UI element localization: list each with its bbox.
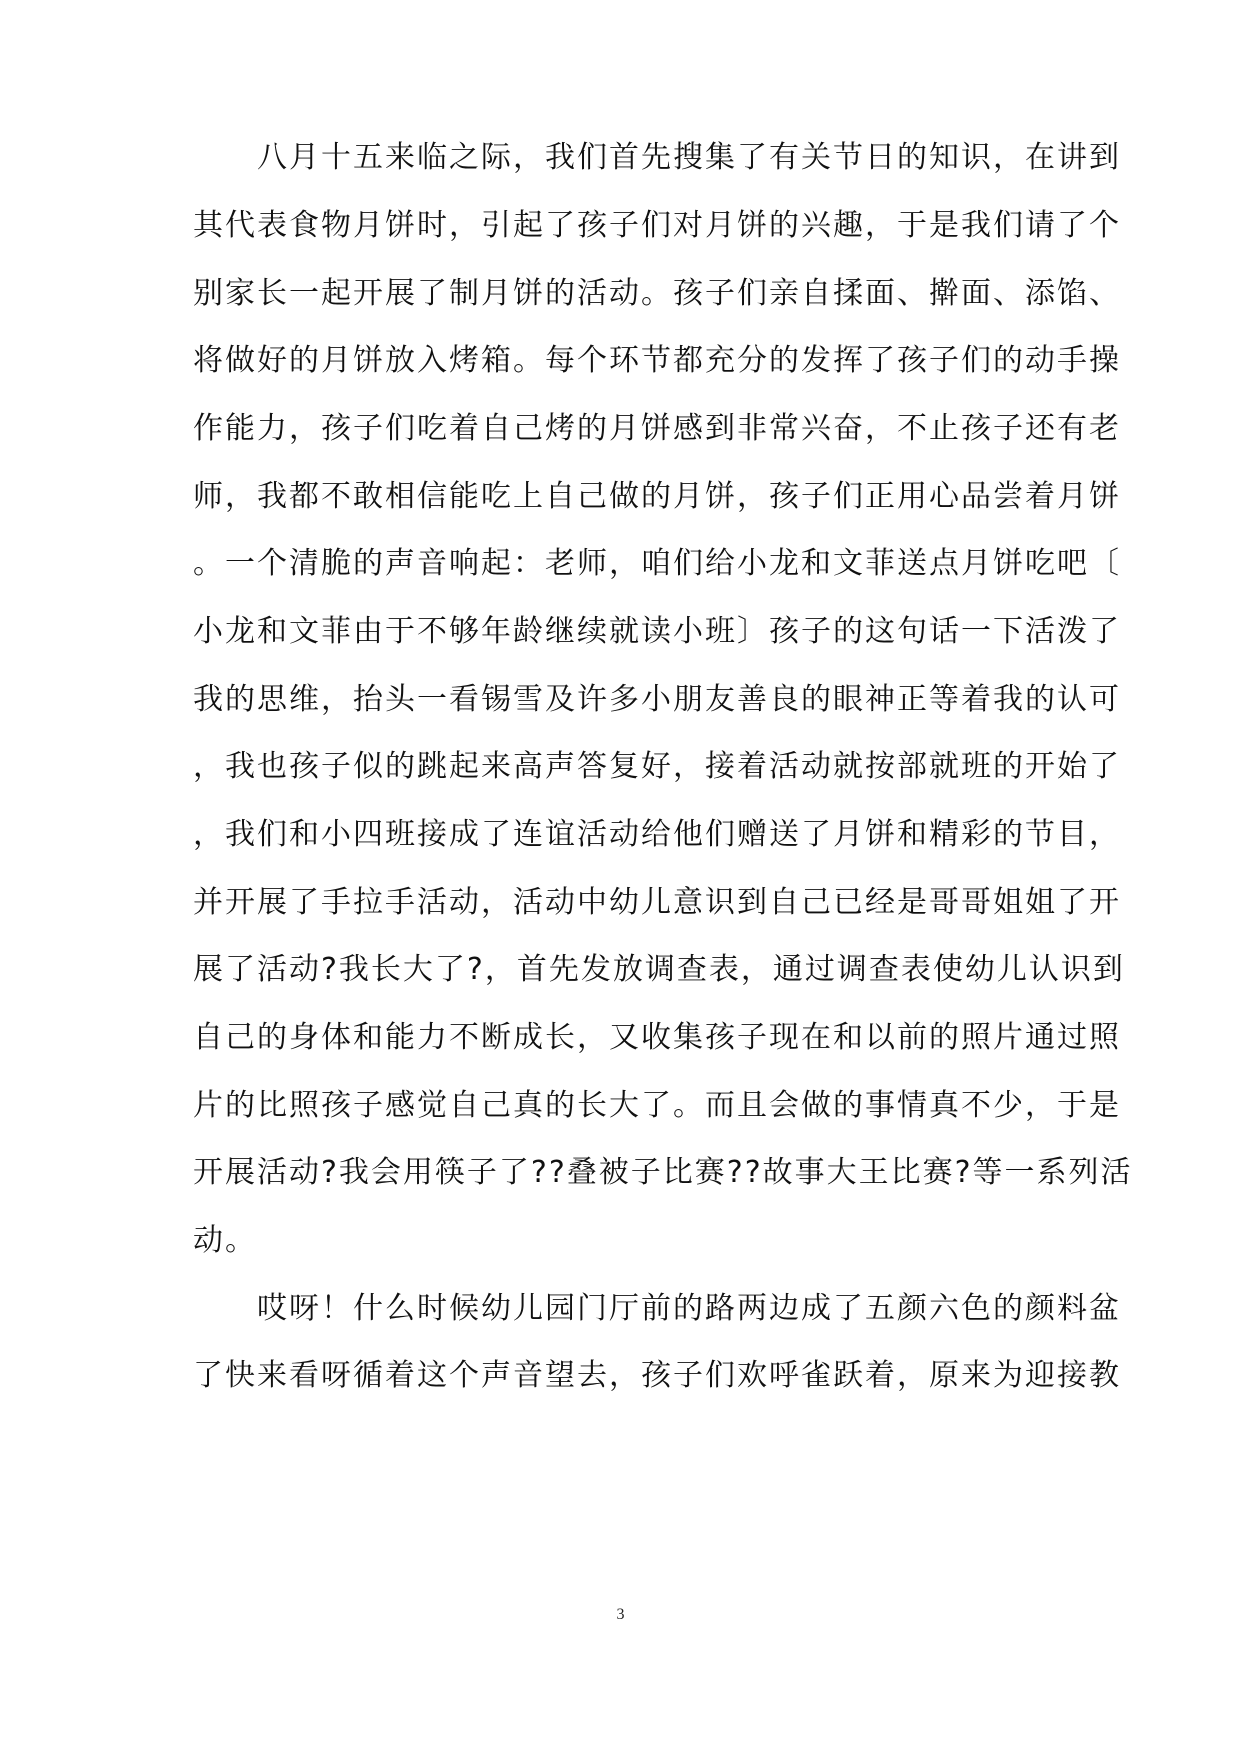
text-line: 小龙和文菲由于不够年龄继续就读小班〕孩子的这句话一下活泼了 [193,614,1121,649]
text-line: 我的思维，抬头一看锡雪及许多小朋友善良的眼神正等着我的认可 [193,682,1121,717]
text-line: 开展活动?我会用筷子了??叠被子比赛??故事大王比赛?等一系列活 [193,1155,1133,1190]
text-line: 将做好的月饼放入烤箱。每个环节都充分的发挥了孩子们的动手操 [193,343,1121,378]
text-line: 了快来看呀循着这个声音望去，孩子们欢呼雀跃着，原来为迎接教 [193,1358,1121,1393]
text-line: 自己的身体和能力不断成长，又收集孩子现在和以前的照片通过照 [193,1020,1121,1055]
text-line: 哎呀！什么时候幼儿园门厅前的路两边成了五颜六色的颜料盆 [193,1291,1121,1326]
text-line: 。一个清脆的声音响起：老师，咱们给小龙和文菲送点月饼吃吧〔 [193,546,1121,581]
text-line: 片的比照孩子感觉自己真的长大了。而且会做的事情真不少，于是 [193,1088,1121,1123]
page-number: 3 [616,1606,625,1623]
text-line: 作能力，孩子们吃着自己烤的月饼感到非常兴奋，不止孩子还有老 [193,411,1121,446]
text-line: 八月十五来临之际，我们首先搜集了有关节日的知识，在讲到 [193,140,1121,175]
text-line: 其代表食物月饼时，引起了孩子们对月饼的兴趣，于是我们请了个 [193,208,1121,243]
text-line: ，我们和小四班接成了连谊活动给他们赠送了月饼和精彩的节目， [193,817,1121,852]
text-line: 动。 [193,1223,257,1258]
text-line: ，我也孩子似的跳起来高声答复好，接着活动就按部就班的开始了 [193,749,1121,784]
text-line: 展了活动?我长大了?，首先发放调查表，通过调查表使幼儿认识到 [193,952,1125,987]
text-line: 并开展了手拉手活动，活动中幼儿意识到自己已经是哥哥姐姐了开 [193,885,1121,920]
text-line: 师，我都不敢相信能吃上自己做的月饼，孩子们正用心品尝着月饼 [193,479,1121,514]
text-line: 别家长一起开展了制月饼的活动。孩子们亲自揉面、擀面、添馅、 [193,276,1121,311]
